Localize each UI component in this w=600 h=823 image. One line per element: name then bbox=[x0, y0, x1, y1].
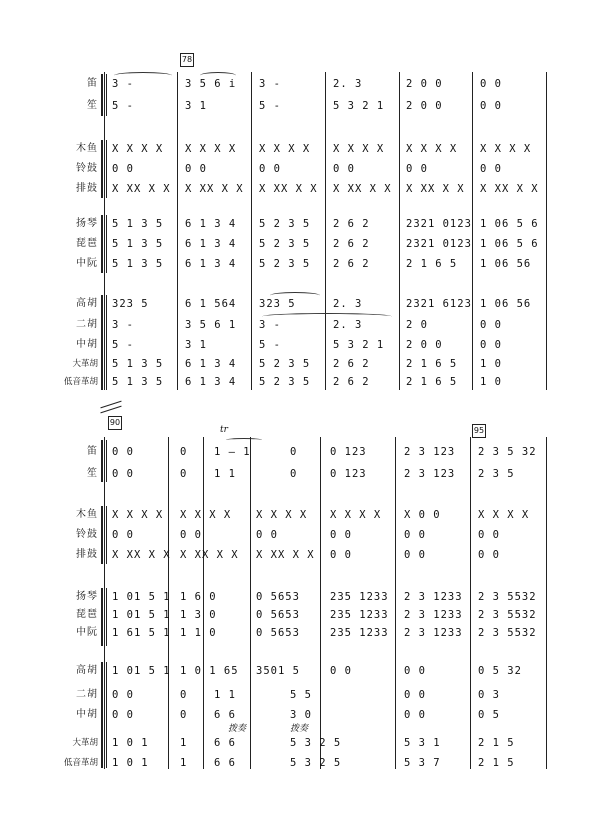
measure: 5 - bbox=[259, 339, 281, 351]
measure: 1 06 56 bbox=[480, 258, 532, 270]
instrument-label: 琵琶 bbox=[76, 238, 98, 249]
measure: X XX X X bbox=[480, 183, 539, 195]
measure: 2 3 5 32 bbox=[478, 446, 537, 458]
measure: 0 bbox=[290, 468, 298, 480]
measure: 2 6 2 bbox=[333, 358, 370, 370]
measure: 0 0 bbox=[112, 163, 134, 175]
instrument-label: 笙 bbox=[87, 100, 98, 111]
staff-row-pipa bbox=[0, 606, 600, 624]
measure: 6 1 3 4 bbox=[185, 218, 237, 230]
measure: 0 0 bbox=[256, 529, 278, 541]
measure: 1 0 bbox=[480, 376, 502, 388]
measure: X X X X bbox=[185, 143, 237, 155]
measure: 2 3 5532 bbox=[478, 609, 537, 621]
measure: 235 1233 bbox=[330, 591, 389, 603]
instrument-label: 扬琴 bbox=[76, 591, 98, 602]
measure: 3 0 bbox=[290, 709, 312, 721]
measure: X XX X X bbox=[185, 183, 244, 195]
measure: 1 06 5 6 bbox=[480, 218, 539, 230]
measure: 6 6 bbox=[214, 709, 236, 721]
instrument-label: 高胡 bbox=[76, 298, 98, 309]
measure: 2 3 123 bbox=[404, 446, 456, 458]
measure: 0 0 bbox=[180, 529, 202, 541]
instrument-label: 琵琶 bbox=[76, 609, 98, 620]
measure: 3 - bbox=[259, 319, 281, 331]
measure: 2. 3 bbox=[333, 78, 363, 90]
measure: 3 - bbox=[112, 78, 134, 90]
measure: 0 0 bbox=[480, 163, 502, 175]
instrument-label: 笙 bbox=[87, 468, 98, 479]
measure: 2 1 6 5 bbox=[406, 376, 458, 388]
measure: 2. 3 bbox=[333, 298, 363, 310]
measure: 2 1 5 bbox=[478, 757, 515, 769]
measure: 3 - bbox=[259, 78, 281, 90]
measure: 1 01 5 1 bbox=[112, 665, 171, 677]
measure: 2 6 2 bbox=[333, 238, 370, 250]
measure: 323 5 bbox=[259, 298, 296, 310]
measure: 0 0 bbox=[185, 163, 207, 175]
staff-row-paigu bbox=[0, 546, 600, 564]
measure: X XX X X bbox=[256, 549, 315, 561]
instrument-label: 木鱼 bbox=[76, 509, 98, 520]
measure: 0 0 bbox=[404, 549, 426, 561]
measure: 2 0 0 bbox=[406, 100, 443, 112]
measure: 2 0 0 bbox=[406, 339, 443, 351]
measure: 2321 0123 bbox=[406, 238, 472, 250]
measure: 2. 3 bbox=[333, 319, 363, 331]
measure: 1 0 1 bbox=[112, 757, 149, 769]
pizzicato-annotation: 拨奏 bbox=[228, 724, 247, 734]
staff-row-dagehu bbox=[0, 734, 600, 752]
measure: 6 1 3 4 bbox=[185, 238, 237, 250]
measure: 5 2 3 5 bbox=[259, 376, 311, 388]
measure: 1 1 bbox=[214, 468, 236, 480]
measure: 1 06 5 6 bbox=[480, 238, 539, 250]
measure: X X X X bbox=[180, 509, 232, 521]
measure: X XX X X bbox=[333, 183, 392, 195]
measure: 0 0 bbox=[259, 163, 281, 175]
measure: 5 1 3 5 bbox=[112, 358, 164, 370]
measure: 5 1 3 5 bbox=[112, 238, 164, 250]
measure: 0 bbox=[180, 689, 188, 701]
measure: 0 5653 bbox=[256, 627, 300, 639]
measure: 5 - bbox=[259, 100, 281, 112]
staff-row-sheng bbox=[0, 465, 600, 483]
instrument-label: 中阮 bbox=[76, 627, 98, 638]
measure: 3 5 6 i bbox=[185, 78, 237, 90]
staff-row-zhongruan bbox=[0, 624, 600, 642]
measure: 0 0 bbox=[112, 446, 134, 458]
instrument-label: 铃鼓 bbox=[76, 529, 98, 540]
measure: X 0 0 bbox=[404, 509, 441, 521]
measure: 5 2 3 5 bbox=[259, 258, 311, 270]
staff-row-gaohu bbox=[0, 662, 600, 680]
measure: 3501 5 bbox=[256, 665, 300, 677]
measure: 3 1 bbox=[185, 339, 207, 351]
measure: 0 bbox=[180, 446, 188, 458]
instrument-label: 排鼓 bbox=[76, 183, 98, 194]
instrument-label: 低音革胡 bbox=[63, 377, 98, 387]
staff-row-erhu bbox=[0, 686, 600, 704]
measure: 2321 6123 bbox=[406, 298, 472, 310]
measure: 0 0 bbox=[404, 529, 426, 541]
measure: 0 0 bbox=[478, 549, 500, 561]
measure: X X X X bbox=[256, 509, 308, 521]
instrument-label: 中阮 bbox=[76, 258, 98, 269]
measure: 5 5 bbox=[290, 689, 312, 701]
measure: 235 1233 bbox=[330, 609, 389, 621]
instrument-label: 中胡 bbox=[76, 339, 98, 350]
measure: 6 1 3 4 bbox=[185, 358, 237, 370]
measure: 6 1 564 bbox=[185, 298, 237, 310]
measure: 0 0 bbox=[112, 468, 134, 480]
measure: 3 - bbox=[112, 319, 134, 331]
measure: 1 bbox=[180, 737, 188, 749]
measure: 5 2 3 5 bbox=[259, 358, 311, 370]
measure: X X X X bbox=[333, 143, 385, 155]
measure: X X X X bbox=[330, 509, 382, 521]
measure: X X X X bbox=[112, 143, 164, 155]
measure: 2 0 bbox=[406, 319, 428, 331]
measure: 5 3 2 1 bbox=[333, 339, 385, 351]
instrument-label: 低音革胡 bbox=[63, 758, 98, 768]
staff-row-muyu bbox=[0, 506, 600, 524]
measure: 0 0 bbox=[112, 529, 134, 541]
measure: 5 - bbox=[112, 100, 134, 112]
measure: 0 0 bbox=[480, 100, 502, 112]
measure: 1 bbox=[180, 757, 188, 769]
measure: X XX X X bbox=[259, 183, 318, 195]
measure: 2 3 1233 bbox=[404, 609, 463, 621]
measure: 2 3 1233 bbox=[404, 627, 463, 639]
measure: 0 0 bbox=[112, 689, 134, 701]
measure: 0 bbox=[180, 468, 188, 480]
measure: 0 3 bbox=[478, 689, 500, 701]
measure: 0 0 bbox=[404, 665, 426, 677]
measure: 0 0 bbox=[333, 163, 355, 175]
measure: 2 0 0 bbox=[406, 78, 443, 90]
instrument-label: 大革胡 bbox=[72, 359, 98, 369]
measure: 0 0 bbox=[478, 529, 500, 541]
measure: 6 1 3 4 bbox=[185, 258, 237, 270]
measure: 0 bbox=[180, 709, 188, 721]
measure: 0 0 bbox=[404, 709, 426, 721]
measure: 0 0 bbox=[480, 339, 502, 351]
instrument-label: 中胡 bbox=[76, 709, 98, 720]
measure: 1 0 1 bbox=[112, 737, 149, 749]
instrument-label: 笛 bbox=[87, 446, 98, 457]
measure: X XX X X bbox=[180, 549, 239, 561]
instrument-label: 排鼓 bbox=[76, 549, 98, 560]
measure: 6 6 bbox=[214, 737, 236, 749]
measure: 1 01 5 1 bbox=[112, 609, 171, 621]
instrument-label: 笛 bbox=[87, 78, 98, 89]
measure: 2 1 6 5 bbox=[406, 358, 458, 370]
measure: 6 6 bbox=[214, 757, 236, 769]
measure: 5 1 3 5 bbox=[112, 218, 164, 230]
measure: 1 3 0 bbox=[180, 609, 217, 621]
measure: 1 0 bbox=[480, 358, 502, 370]
measure: 1 01 5 1 bbox=[112, 591, 171, 603]
trill-line bbox=[226, 438, 262, 442]
measure: 1 1 0 bbox=[180, 627, 217, 639]
measure: 5 3 2 5 bbox=[290, 757, 342, 769]
measure: 5 2 3 5 bbox=[259, 238, 311, 250]
measure: 1 1 bbox=[214, 689, 236, 701]
measure: 6 1 3 4 bbox=[185, 376, 237, 388]
measure: 0 bbox=[290, 446, 298, 458]
measure: 3 1 bbox=[185, 100, 207, 112]
measure: 5 3 2 5 bbox=[290, 737, 342, 749]
measure: 0 5 bbox=[478, 709, 500, 721]
measure: 0 0 bbox=[112, 709, 134, 721]
measure: 2 6 2 bbox=[333, 376, 370, 388]
instrument-label: 铃鼓 bbox=[76, 163, 98, 174]
measure: 0 0 bbox=[330, 529, 352, 541]
measure: 0 0 bbox=[480, 319, 502, 331]
measure: 1 06 56 bbox=[480, 298, 532, 310]
measure: 0 5653 bbox=[256, 591, 300, 603]
measure: X X X X bbox=[480, 143, 532, 155]
measure: 0 5653 bbox=[256, 609, 300, 621]
measure: 1 61 5 1 bbox=[112, 627, 171, 639]
measure: 2 1 5 bbox=[478, 737, 515, 749]
instrument-label: 二胡 bbox=[76, 319, 98, 330]
measure: 1 — 1 bbox=[214, 446, 251, 458]
rehearsal-mark: 95 bbox=[472, 424, 486, 438]
measure: X X X X bbox=[478, 509, 530, 521]
measure: 0 5 32 bbox=[478, 665, 522, 677]
measure: 5 3 7 bbox=[404, 757, 441, 769]
measure: 2 3 5532 bbox=[478, 591, 537, 603]
measure: X XX X X bbox=[406, 183, 465, 195]
measure: 0 0 bbox=[406, 163, 428, 175]
measure: X XX X X bbox=[112, 183, 171, 195]
measure: 2 3 5 bbox=[478, 468, 515, 480]
measure: 0 0 bbox=[404, 689, 426, 701]
measure: 5 - bbox=[112, 339, 134, 351]
measure: 2 6 2 bbox=[333, 218, 370, 230]
instrument-label: 木鱼 bbox=[76, 143, 98, 154]
measure: 5 1 3 5 bbox=[112, 258, 164, 270]
measure: 1 6 0 bbox=[180, 591, 217, 603]
measure: 2 6 2 bbox=[333, 258, 370, 270]
measure: 323 5 bbox=[112, 298, 149, 310]
measure: 5 3 2 1 bbox=[333, 100, 385, 112]
measure: X X X X bbox=[112, 509, 164, 521]
instrument-label: 高胡 bbox=[76, 665, 98, 676]
staff-row-di bbox=[0, 443, 600, 461]
instrument-label: 扬琴 bbox=[76, 218, 98, 229]
measure: 0 0 bbox=[480, 78, 502, 90]
staff-row-diyingehu bbox=[0, 754, 600, 772]
measure: 2 1 6 5 bbox=[406, 258, 458, 270]
measure: X X X X bbox=[259, 143, 311, 155]
measure: 0 123 bbox=[330, 468, 367, 480]
measure: 0 123 bbox=[330, 446, 367, 458]
trill-mark: tr bbox=[220, 425, 228, 435]
measure: 2 3 1233 bbox=[404, 591, 463, 603]
instrument-label: 二胡 bbox=[76, 689, 98, 700]
staff-row-linggu bbox=[0, 526, 600, 544]
measure: 5 1 3 5 bbox=[112, 376, 164, 388]
measure: 2 3 123 bbox=[404, 468, 456, 480]
measure: 2321 0123 bbox=[406, 218, 472, 230]
measure: 2 3 5532 bbox=[478, 627, 537, 639]
measure: 3 5 6 1 bbox=[185, 319, 237, 331]
measure: X X X X bbox=[406, 143, 458, 155]
measure: 235 1233 bbox=[330, 627, 389, 639]
measure: 0 0 bbox=[330, 549, 352, 561]
measure: 0 0 bbox=[330, 665, 352, 677]
measure: X XX X X bbox=[112, 549, 171, 561]
pizzicato-annotation: 拨奏 bbox=[290, 724, 309, 734]
staff-row-yangqin bbox=[0, 588, 600, 606]
measure: 1 0 1 65 bbox=[180, 665, 239, 677]
measure: 5 3 1 bbox=[404, 737, 441, 749]
measure: 5 2 3 5 bbox=[259, 218, 311, 230]
rehearsal-mark: 90 bbox=[108, 416, 122, 430]
instrument-label: 大革胡 bbox=[72, 738, 98, 748]
rehearsal-mark: 78 bbox=[180, 53, 194, 67]
